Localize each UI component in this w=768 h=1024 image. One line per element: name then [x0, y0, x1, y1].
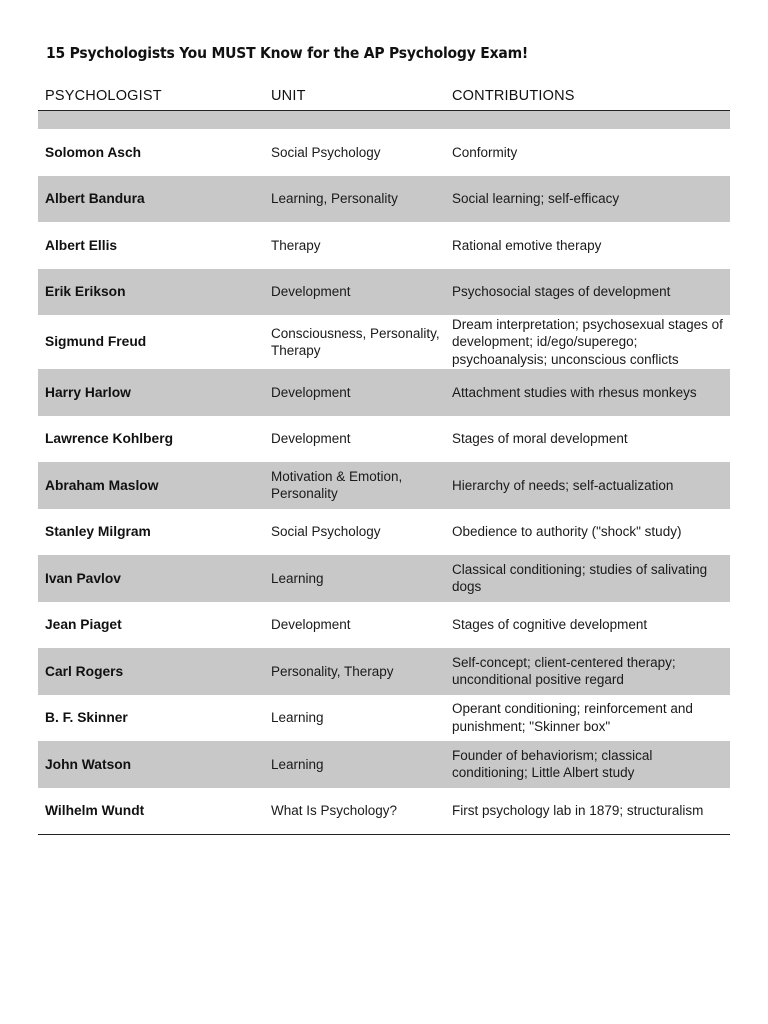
- unit-cell: Learning: [271, 756, 324, 772]
- unit-cell: Development: [271, 617, 351, 632]
- contribution-cell: Operant conditioning; reinforcement and punishment; "Skinner box": [452, 701, 693, 734]
- table-row: [38, 648, 730, 695]
- contribution-cell: Social learning; self-efficacy: [452, 191, 620, 206]
- contribution-cell: Rational emotive therapy: [452, 237, 602, 253]
- psychologist-name: Jean Piaget: [45, 617, 122, 632]
- contribution-cell: Conformity: [452, 144, 518, 160]
- table-row: [38, 222, 730, 269]
- unit-cell: What Is Psychology?: [271, 803, 398, 818]
- unit-cell: Social Psychology: [271, 524, 381, 539]
- psychologist-name: Stanley Milgram: [45, 524, 151, 539]
- table-row: [38, 788, 730, 835]
- table-row: [38, 462, 730, 509]
- header-spacer: [38, 111, 730, 129]
- psychologist-name: Wilhelm Wundt: [45, 803, 145, 818]
- psychologist-name: B. F. Skinner: [45, 710, 128, 725]
- contribution-cell: Psychosocial stages of development: [452, 284, 671, 299]
- contribution-cell: Dream interpretation; psychosexual stages of development; id/ego/superego; psychoanalysis; unconscious conflicts: [452, 316, 723, 367]
- unit-cell: Learning: [271, 710, 324, 725]
- unit-cell: Development: [271, 284, 351, 299]
- header-psychologist: PSYCHOLOGIST: [45, 88, 162, 104]
- unit-cell: Personality, Therapy: [271, 663, 394, 679]
- unit-cell: Learning, Personality: [271, 191, 398, 206]
- table-row: [38, 695, 730, 742]
- contribution-cell: Stages of moral development: [452, 431, 628, 446]
- contribution-cell: Attachment studies with rhesus monkeys: [452, 384, 697, 400]
- unit-cell: Therapy: [271, 237, 321, 253]
- table-row: [38, 416, 730, 463]
- psychologist-name: Solomon Asch: [45, 144, 142, 160]
- psychologists-table: [38, 88, 730, 835]
- page-title: 15 Psychologists You MUST Know for the AP Psychology Exam!: [46, 44, 529, 62]
- table-row: [38, 369, 730, 416]
- psychologist-name: John Watson: [45, 756, 132, 772]
- psychologist-name: Harry Harlow: [45, 384, 131, 400]
- psychologist-name: Sigmund Freud: [45, 334, 147, 350]
- table-row: [38, 269, 730, 316]
- contribution-cell: Self-concept; client-centered therapy; unconditional positive regard: [452, 654, 676, 688]
- unit-cell: Development: [271, 431, 351, 446]
- contribution-cell: Stages of cognitive development: [452, 617, 648, 632]
- unit-cell: Consciousness, Personality, Therapy: [271, 325, 440, 358]
- psychologist-name: Abraham Maslow: [45, 477, 159, 493]
- unit-cell: Motivation & Emotion, Personality: [271, 468, 403, 502]
- table-row: [38, 741, 730, 788]
- contribution-cell: First psychology lab in 1879; structuralism: [452, 803, 704, 818]
- psychologist-name: Carl Rogers: [45, 663, 124, 679]
- contribution-cell: Classical conditioning; studies of salivating dogs: [452, 561, 708, 595]
- unit-cell: Learning: [271, 570, 324, 586]
- psychologist-name: Lawrence Kohlberg: [45, 431, 174, 446]
- table-row: [38, 555, 730, 602]
- table-row: [38, 602, 730, 649]
- psychologist-name: Erik Erikson: [45, 284, 126, 299]
- table-row: [38, 315, 730, 369]
- psychologist-name: Albert Bandura: [45, 191, 145, 206]
- unit-cell: Development: [271, 384, 351, 400]
- table-bottom-rule: [38, 834, 730, 835]
- table-row: [38, 176, 730, 223]
- unit-cell: Social Psychology: [271, 144, 381, 160]
- header-unit: UNIT: [271, 88, 306, 104]
- contribution-cell: Obedience to authority ("shock" study): [452, 524, 682, 539]
- table-row: [38, 509, 730, 556]
- table-header: [38, 88, 730, 111]
- contribution-cell: Founder of behaviorism; classical conditioning; Little Albert study: [452, 747, 653, 781]
- header-contributions: CONTRIBUTIONS: [452, 88, 575, 104]
- psychologist-name: Albert Ellis: [45, 237, 118, 253]
- table-row: [38, 129, 730, 176]
- psychologist-name: Ivan Pavlov: [45, 570, 121, 586]
- contribution-cell: Hierarchy of needs; self-actualization: [452, 477, 674, 493]
